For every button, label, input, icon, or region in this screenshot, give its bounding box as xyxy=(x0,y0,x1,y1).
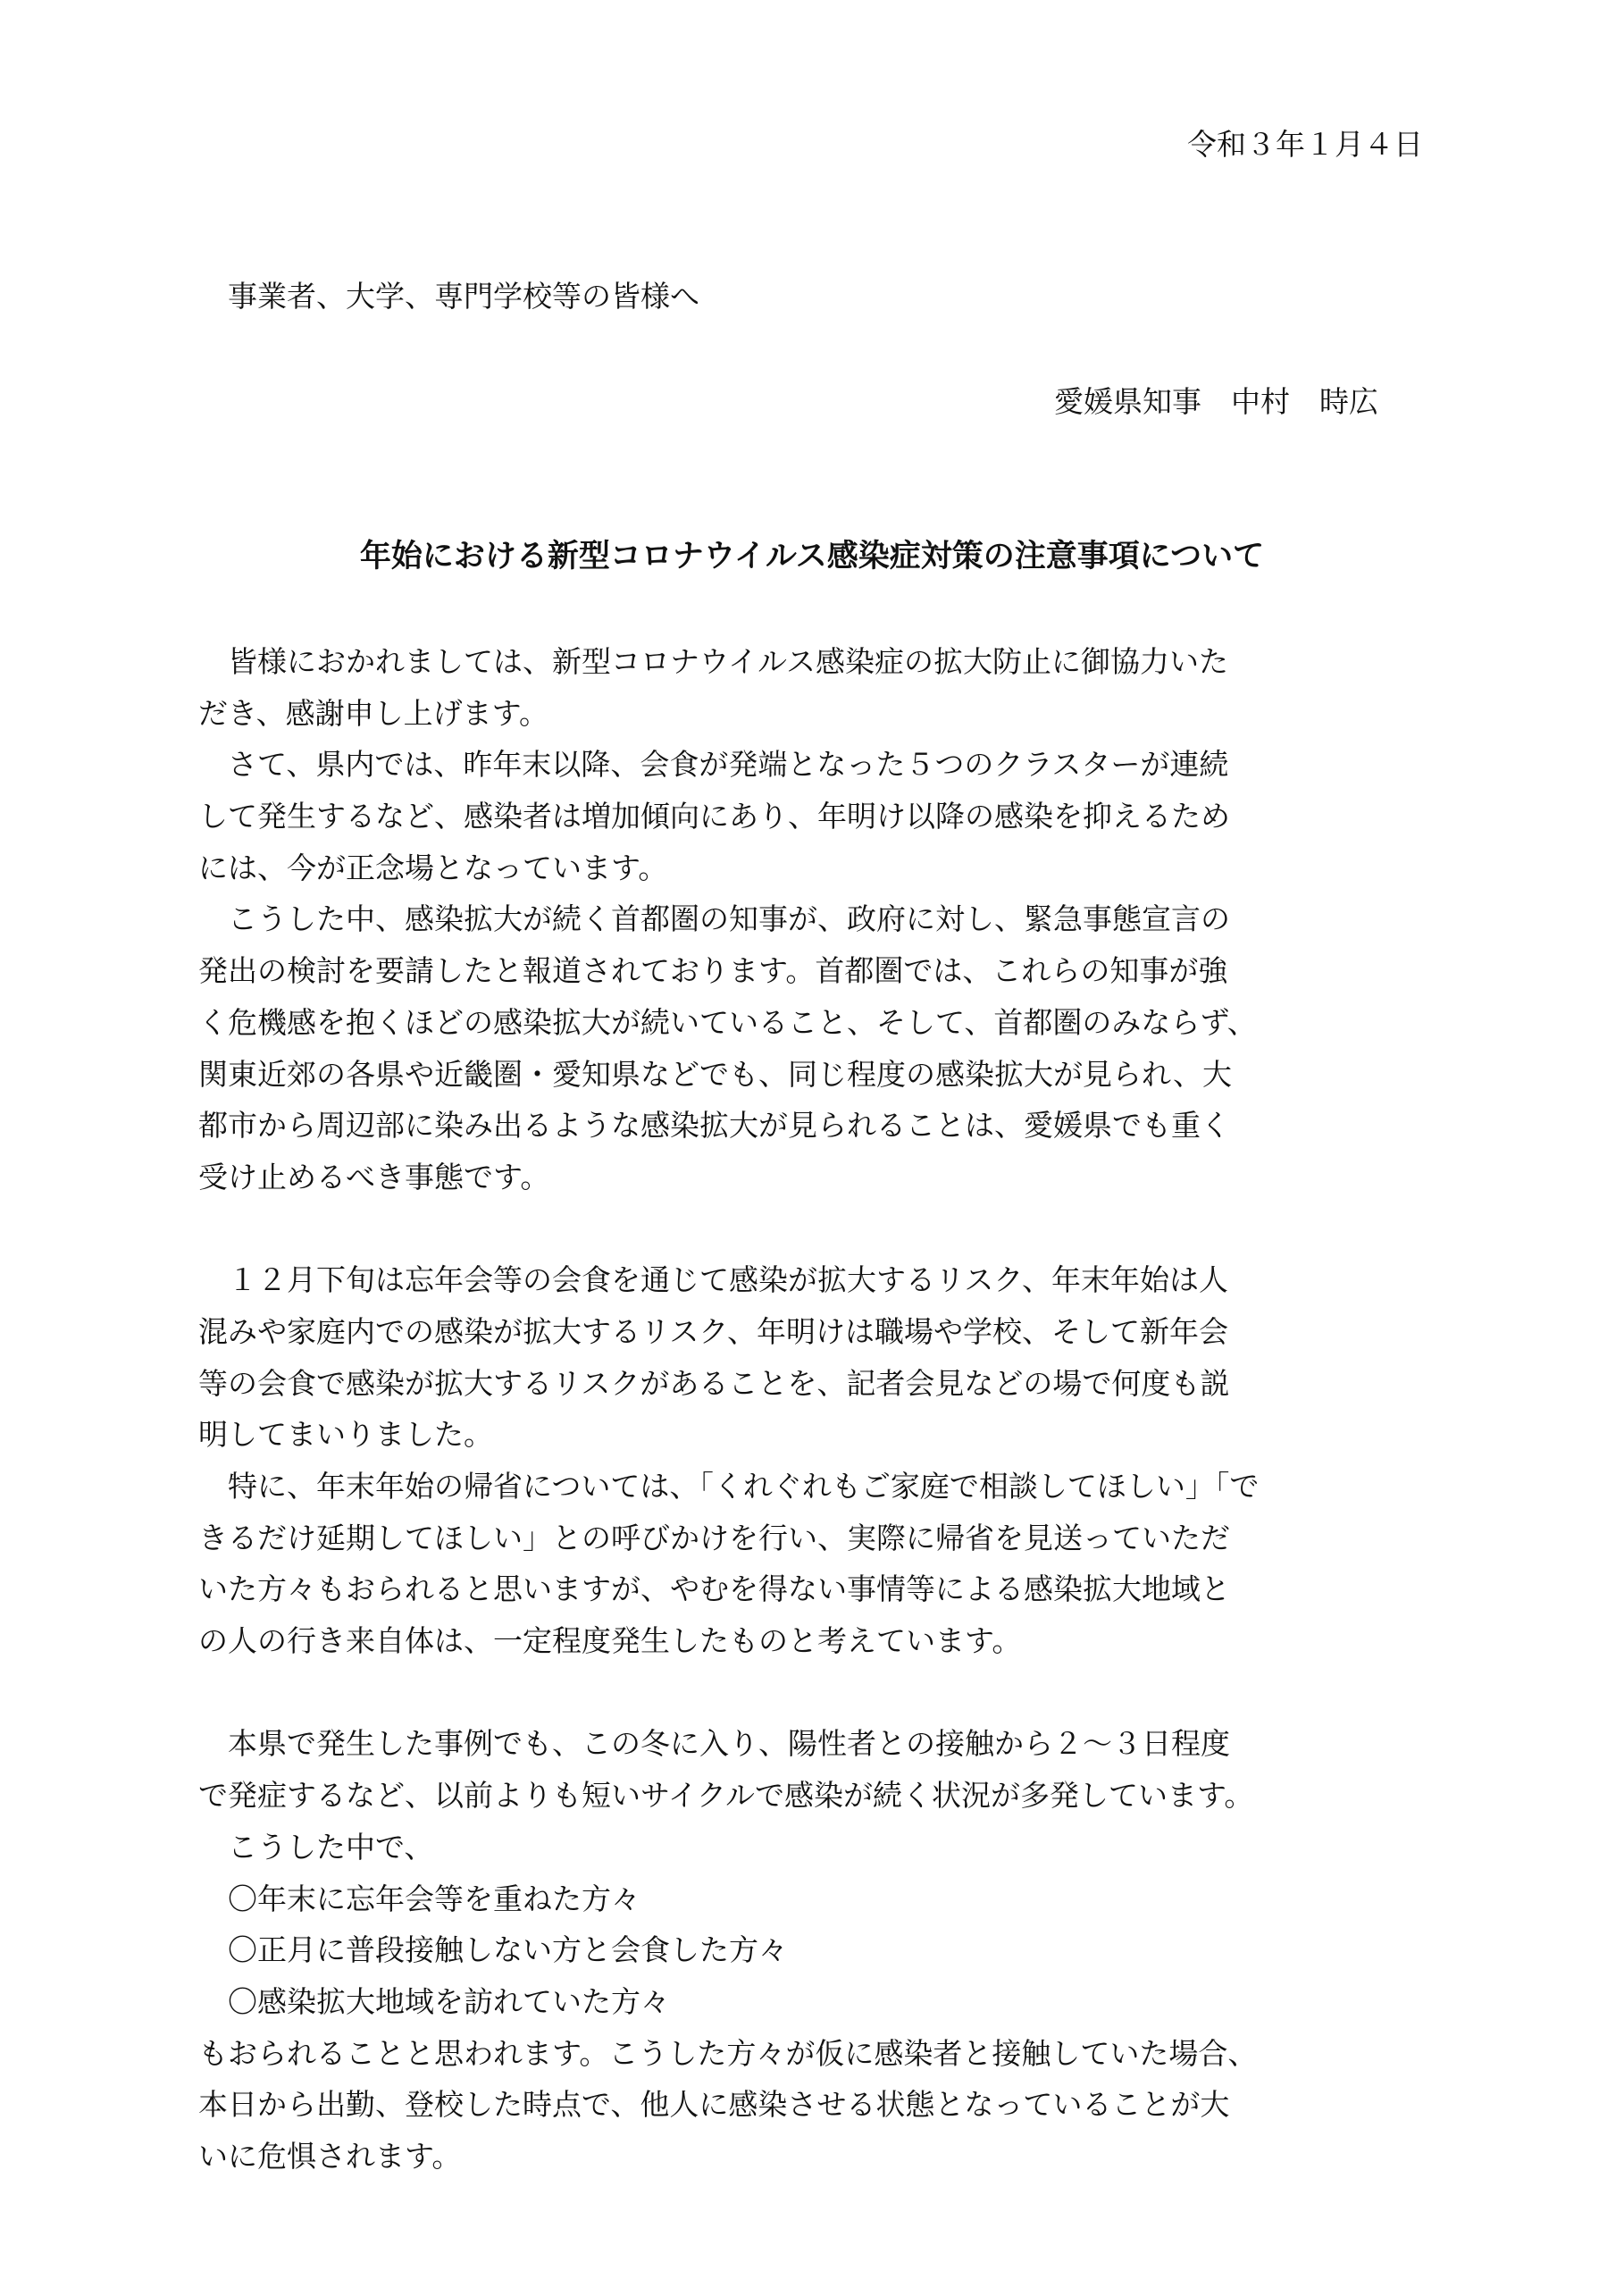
body-line: 皆様におかれましては、新型コロナウイルス感染症の拡大防止に御協力いた xyxy=(198,644,1229,679)
body-line: 都市から周辺部に染み出るような感染拡大が見られることは、愛媛県でも重く xyxy=(198,1108,1230,1144)
body-line: 等の会食で感染が拡大するリスクがあることを、記者会見などの場で何度も説 xyxy=(198,1365,1230,1401)
sender-signature: 愛媛県知事 中村 時広 xyxy=(1054,384,1378,419)
body-line: いた方々もおられると思いますが、やむを得ない事情等による感染拡大地域と xyxy=(198,1571,1230,1607)
body-line: 〇感染拡大地域を訪れていた方々 xyxy=(198,1983,670,2019)
body-line: で発症するなど、以前よりも短いサイクルで感染が続く状況が多発しています。 xyxy=(198,1778,1254,1814)
document-title: 年始における新型コロナウイルス感染症対策の注意事項について xyxy=(359,539,1265,574)
body-line: 関東近郊の各県や近畿圏・愛知県などでも、同じ程度の感染拡大が見られ、大 xyxy=(198,1056,1232,1092)
body-line: 特に、年末年始の帰省については、「くれぐれもご家庭で相談してほしい」「で xyxy=(198,1469,1260,1504)
body-text xyxy=(198,636,1440,2183)
body-line: の人の行き来自体は、一定程度発生したものと考えています。 xyxy=(198,1623,1022,1659)
body-line: して発生するなど、感染者は増加傾向にあり、年明け以降の感染を抑えるため xyxy=(198,799,1230,834)
body-line: 発出の検討を要請したと報道されております。首都圏では、これらの知事が強 xyxy=(198,953,1228,989)
body-line: いに危惧されます。 xyxy=(198,2138,462,2174)
body-line: さて、県内では、昨年末以降、会食が発端となった５つのクラスターが連続 xyxy=(198,747,1229,783)
body-line: こうした中で、 xyxy=(198,1829,434,1864)
body-line: こうした中、感染拡大が続く首都圏の知事が、政府に対し、緊急事態宣言の xyxy=(198,901,1230,937)
body-line: もおられることと思われます。こうした方々が仮に感染者と接触していた場合、 xyxy=(198,2035,1258,2071)
body-line: 本日から出勤、登校した時点で、他人に感染させる状態となっていることが大 xyxy=(198,2087,1230,2123)
body-line: 本県で発生した事例でも、この冬に入り、陽性者との接触から２～３日程度 xyxy=(198,1726,1230,1762)
body-line: １２月下旬は忘年会等の会食を通じて感染が拡大するリスク、年末年始は人 xyxy=(198,1262,1229,1298)
body-line: 〇正月に普段接触しない方と会食した方々 xyxy=(198,1932,788,1968)
body-line: には、今が正念場となっています。 xyxy=(198,850,668,885)
addressee: 事業者、大学、専門学校等の皆様へ xyxy=(228,279,699,314)
body-line: 受け止めるべき事態です。 xyxy=(198,1159,550,1194)
document-date: 令和３年１月４日 xyxy=(1187,127,1423,162)
body-line: きるだけ延期してほしい」との呼びかけを行い、実際に帰省を見送っていただ xyxy=(198,1520,1230,1555)
paragraph-gap xyxy=(198,1203,1440,1255)
body-line: 〇年末に忘年会等を重ねた方々 xyxy=(198,1881,640,1916)
body-line: 混みや家庭内での感染が拡大するリスク、年明けは職場や学校、そして新年会 xyxy=(198,1313,1229,1349)
body-line: 明してまいりました。 xyxy=(198,1417,493,1453)
body-line: く危機感を抱くほどの感染拡大が続いていること、そして、首都圏のみならず、 xyxy=(198,1004,1257,1040)
body-line: だき、感謝申し上げます。 xyxy=(198,695,549,731)
paragraph-gap xyxy=(198,1667,1440,1719)
